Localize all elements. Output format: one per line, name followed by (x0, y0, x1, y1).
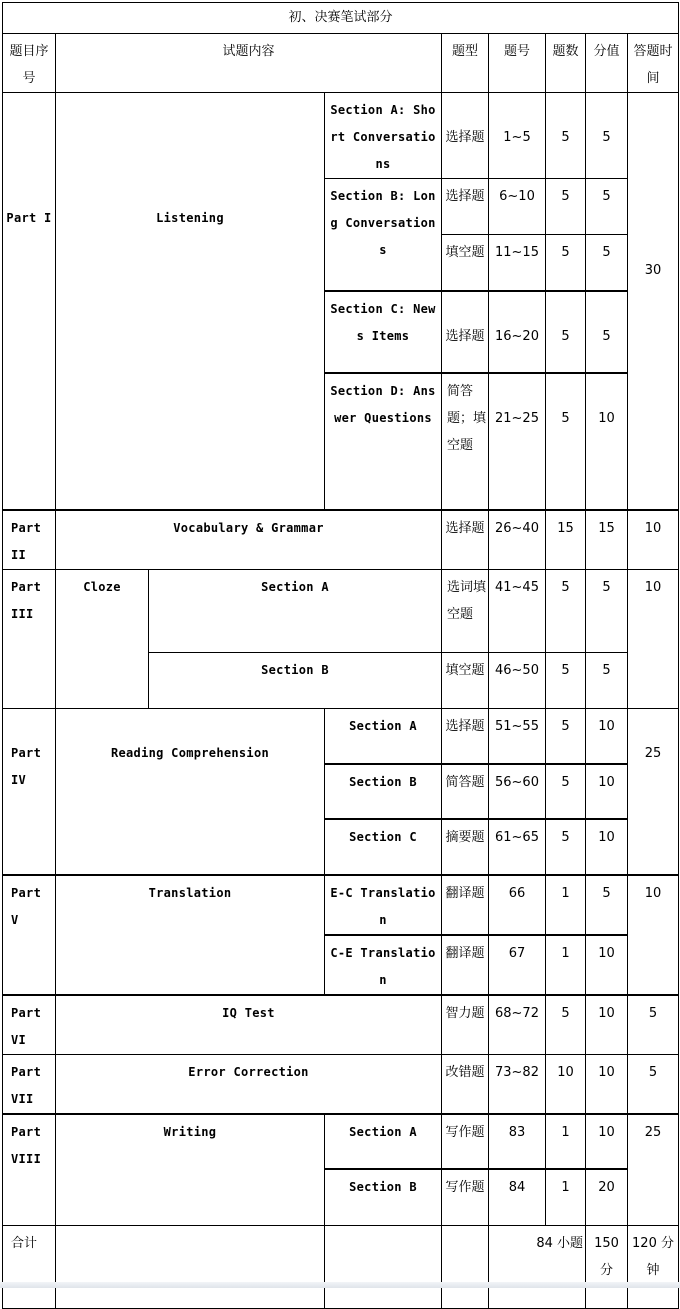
answer-time: 25 (628, 1114, 679, 1225)
part-name: Writing (56, 1114, 325, 1225)
total-count: 84 小题 (489, 1225, 586, 1308)
question-count: 1 (546, 1169, 586, 1225)
part-name: Cloze (56, 569, 149, 708)
section-name: Section C: News Items (325, 291, 442, 373)
table-row (3, 1114, 679, 1169)
question-type: 简答题；填空题 (442, 373, 489, 510)
answer-time: 5 (628, 995, 679, 1055)
window-bottom-edge (0, 1282, 680, 1288)
total-empty-section (325, 1225, 442, 1308)
header-count: 题数 (546, 34, 586, 93)
question-numbers: 16~20 (489, 291, 546, 373)
header-time: 答题时间 (628, 34, 679, 93)
question-score: 5 (586, 875, 628, 935)
total-score: 150 分 (586, 1225, 628, 1308)
total-empty-type (442, 1225, 489, 1308)
question-type: 写作题 (442, 1169, 489, 1225)
question-numbers: 1~5 (489, 93, 546, 179)
question-type: 选词填空题 (442, 569, 489, 652)
question-score: 5 (586, 569, 628, 652)
question-numbers: 46~50 (489, 652, 546, 708)
question-numbers: 26~40 (489, 510, 546, 570)
question-numbers: 67 (489, 935, 546, 995)
question-type: 选择题 (442, 708, 489, 764)
total-empty-content (56, 1225, 325, 1308)
question-score: 15 (586, 510, 628, 570)
question-type: 翻译题 (442, 935, 489, 995)
question-score: 10 (586, 819, 628, 875)
question-numbers: 6~10 (489, 179, 546, 235)
question-score: 10 (586, 764, 628, 819)
part-name: Listening (56, 93, 325, 510)
question-type: 翻译题 (442, 875, 489, 935)
section-name: Section A: Short Conversations (325, 93, 442, 179)
total-label: 合计 (3, 1225, 56, 1308)
section-name: Section A (149, 569, 442, 652)
question-numbers: 41~45 (489, 569, 546, 652)
answer-time: 10 (628, 569, 679, 708)
question-numbers: 21~25 (489, 373, 546, 510)
table-row (3, 510, 679, 570)
question-count: 10 (546, 1055, 586, 1115)
table-title: 初、决赛笔试部分 (3, 3, 679, 34)
question-count: 5 (546, 93, 586, 179)
question-type: 填空题 (442, 235, 489, 291)
question-score: 20 (586, 1169, 628, 1225)
question-count: 5 (546, 291, 586, 373)
question-score: 10 (586, 935, 628, 995)
question-count: 5 (546, 708, 586, 764)
question-type: 写作题 (442, 1114, 489, 1169)
total-row (3, 1225, 679, 1308)
question-score: 10 (586, 1114, 628, 1169)
title-row (3, 3, 679, 34)
part-name: IQ Test (56, 995, 442, 1055)
question-score: 10 (586, 373, 628, 510)
question-count: 5 (546, 995, 586, 1055)
question-type: 简答题 (442, 764, 489, 819)
section-name: Section D: Answer Questions (325, 373, 442, 510)
question-count: 5 (546, 764, 586, 819)
question-count: 5 (546, 373, 586, 510)
answer-time: 30 (628, 93, 679, 510)
question-numbers: 84 (489, 1169, 546, 1225)
section-name: E-C Translation (325, 875, 442, 935)
question-type: 选择题 (442, 179, 489, 235)
table-row (3, 93, 679, 179)
question-numbers: 66 (489, 875, 546, 935)
question-type: 摘要题 (442, 819, 489, 875)
total-time: 120 分钟 (628, 1225, 679, 1308)
question-type: 选择题 (442, 510, 489, 570)
question-count: 1 (546, 1114, 586, 1169)
question-numbers: 11~15 (489, 235, 546, 291)
question-score: 10 (586, 1055, 628, 1115)
part-name: Vocabulary & Grammar (56, 510, 442, 570)
header-content: 试题内容 (56, 34, 442, 93)
question-count: 5 (546, 179, 586, 235)
section-name: Section A (325, 708, 442, 764)
section-name: Section B: Long Conversations (325, 179, 442, 291)
table-row (3, 708, 679, 764)
part-label: Part III (3, 569, 56, 708)
part-label: Part I (3, 93, 56, 510)
table-row (3, 995, 679, 1055)
part-label: Part V (3, 875, 56, 995)
section-name: Section C (325, 819, 442, 875)
table-row (3, 1055, 679, 1115)
part-name: Error Correction (56, 1055, 442, 1115)
question-score: 5 (586, 179, 628, 235)
part-name: Reading Comprehension (56, 708, 325, 875)
question-count: 5 (546, 652, 586, 708)
section-name: Section B (149, 652, 442, 708)
exam-structure-table (2, 2, 679, 1309)
question-type: 改错题 (442, 1055, 489, 1115)
answer-time: 5 (628, 1055, 679, 1115)
section-name: Section B (325, 1169, 442, 1225)
question-numbers: 51~55 (489, 708, 546, 764)
header-type: 题型 (442, 34, 489, 93)
question-score: 5 (586, 652, 628, 708)
question-score: 5 (586, 291, 628, 373)
question-score: 10 (586, 995, 628, 1055)
header-row (3, 34, 679, 93)
question-score: 5 (586, 93, 628, 179)
header-seq: 题目序号 (3, 34, 56, 93)
header-score: 分值 (586, 34, 628, 93)
part-label: Part VIII (3, 1114, 56, 1225)
part-label: Part II (3, 510, 56, 570)
table-row (3, 875, 679, 935)
question-count: 5 (546, 819, 586, 875)
exam-document (2, 2, 678, 1309)
part-label: Part VII (3, 1055, 56, 1115)
question-type: 智力题 (442, 995, 489, 1055)
question-type: 填空题 (442, 652, 489, 708)
part-label: Part VI (3, 995, 56, 1055)
question-count: 15 (546, 510, 586, 570)
question-count: 5 (546, 569, 586, 652)
question-numbers: 61~65 (489, 819, 546, 875)
section-name: C-E Translation (325, 935, 442, 995)
section-name: Section A (325, 1114, 442, 1169)
part-name: Translation (56, 875, 325, 995)
answer-time: 25 (628, 708, 679, 875)
question-count: 1 (546, 935, 586, 995)
question-score: 5 (586, 235, 628, 291)
question-numbers: 68~72 (489, 995, 546, 1055)
answer-time: 10 (628, 510, 679, 570)
question-count: 1 (546, 875, 586, 935)
question-numbers: 73~82 (489, 1055, 546, 1115)
part-label: Part IV (3, 708, 56, 875)
question-type: 选择题 (442, 291, 489, 373)
question-count: 5 (546, 235, 586, 291)
section-name: Section B (325, 764, 442, 819)
question-numbers: 83 (489, 1114, 546, 1169)
table-row (3, 569, 679, 652)
answer-time: 10 (628, 875, 679, 995)
question-score: 10 (586, 708, 628, 764)
question-type: 选择题 (442, 93, 489, 179)
question-numbers: 56~60 (489, 764, 546, 819)
header-num: 题号 (489, 34, 546, 93)
